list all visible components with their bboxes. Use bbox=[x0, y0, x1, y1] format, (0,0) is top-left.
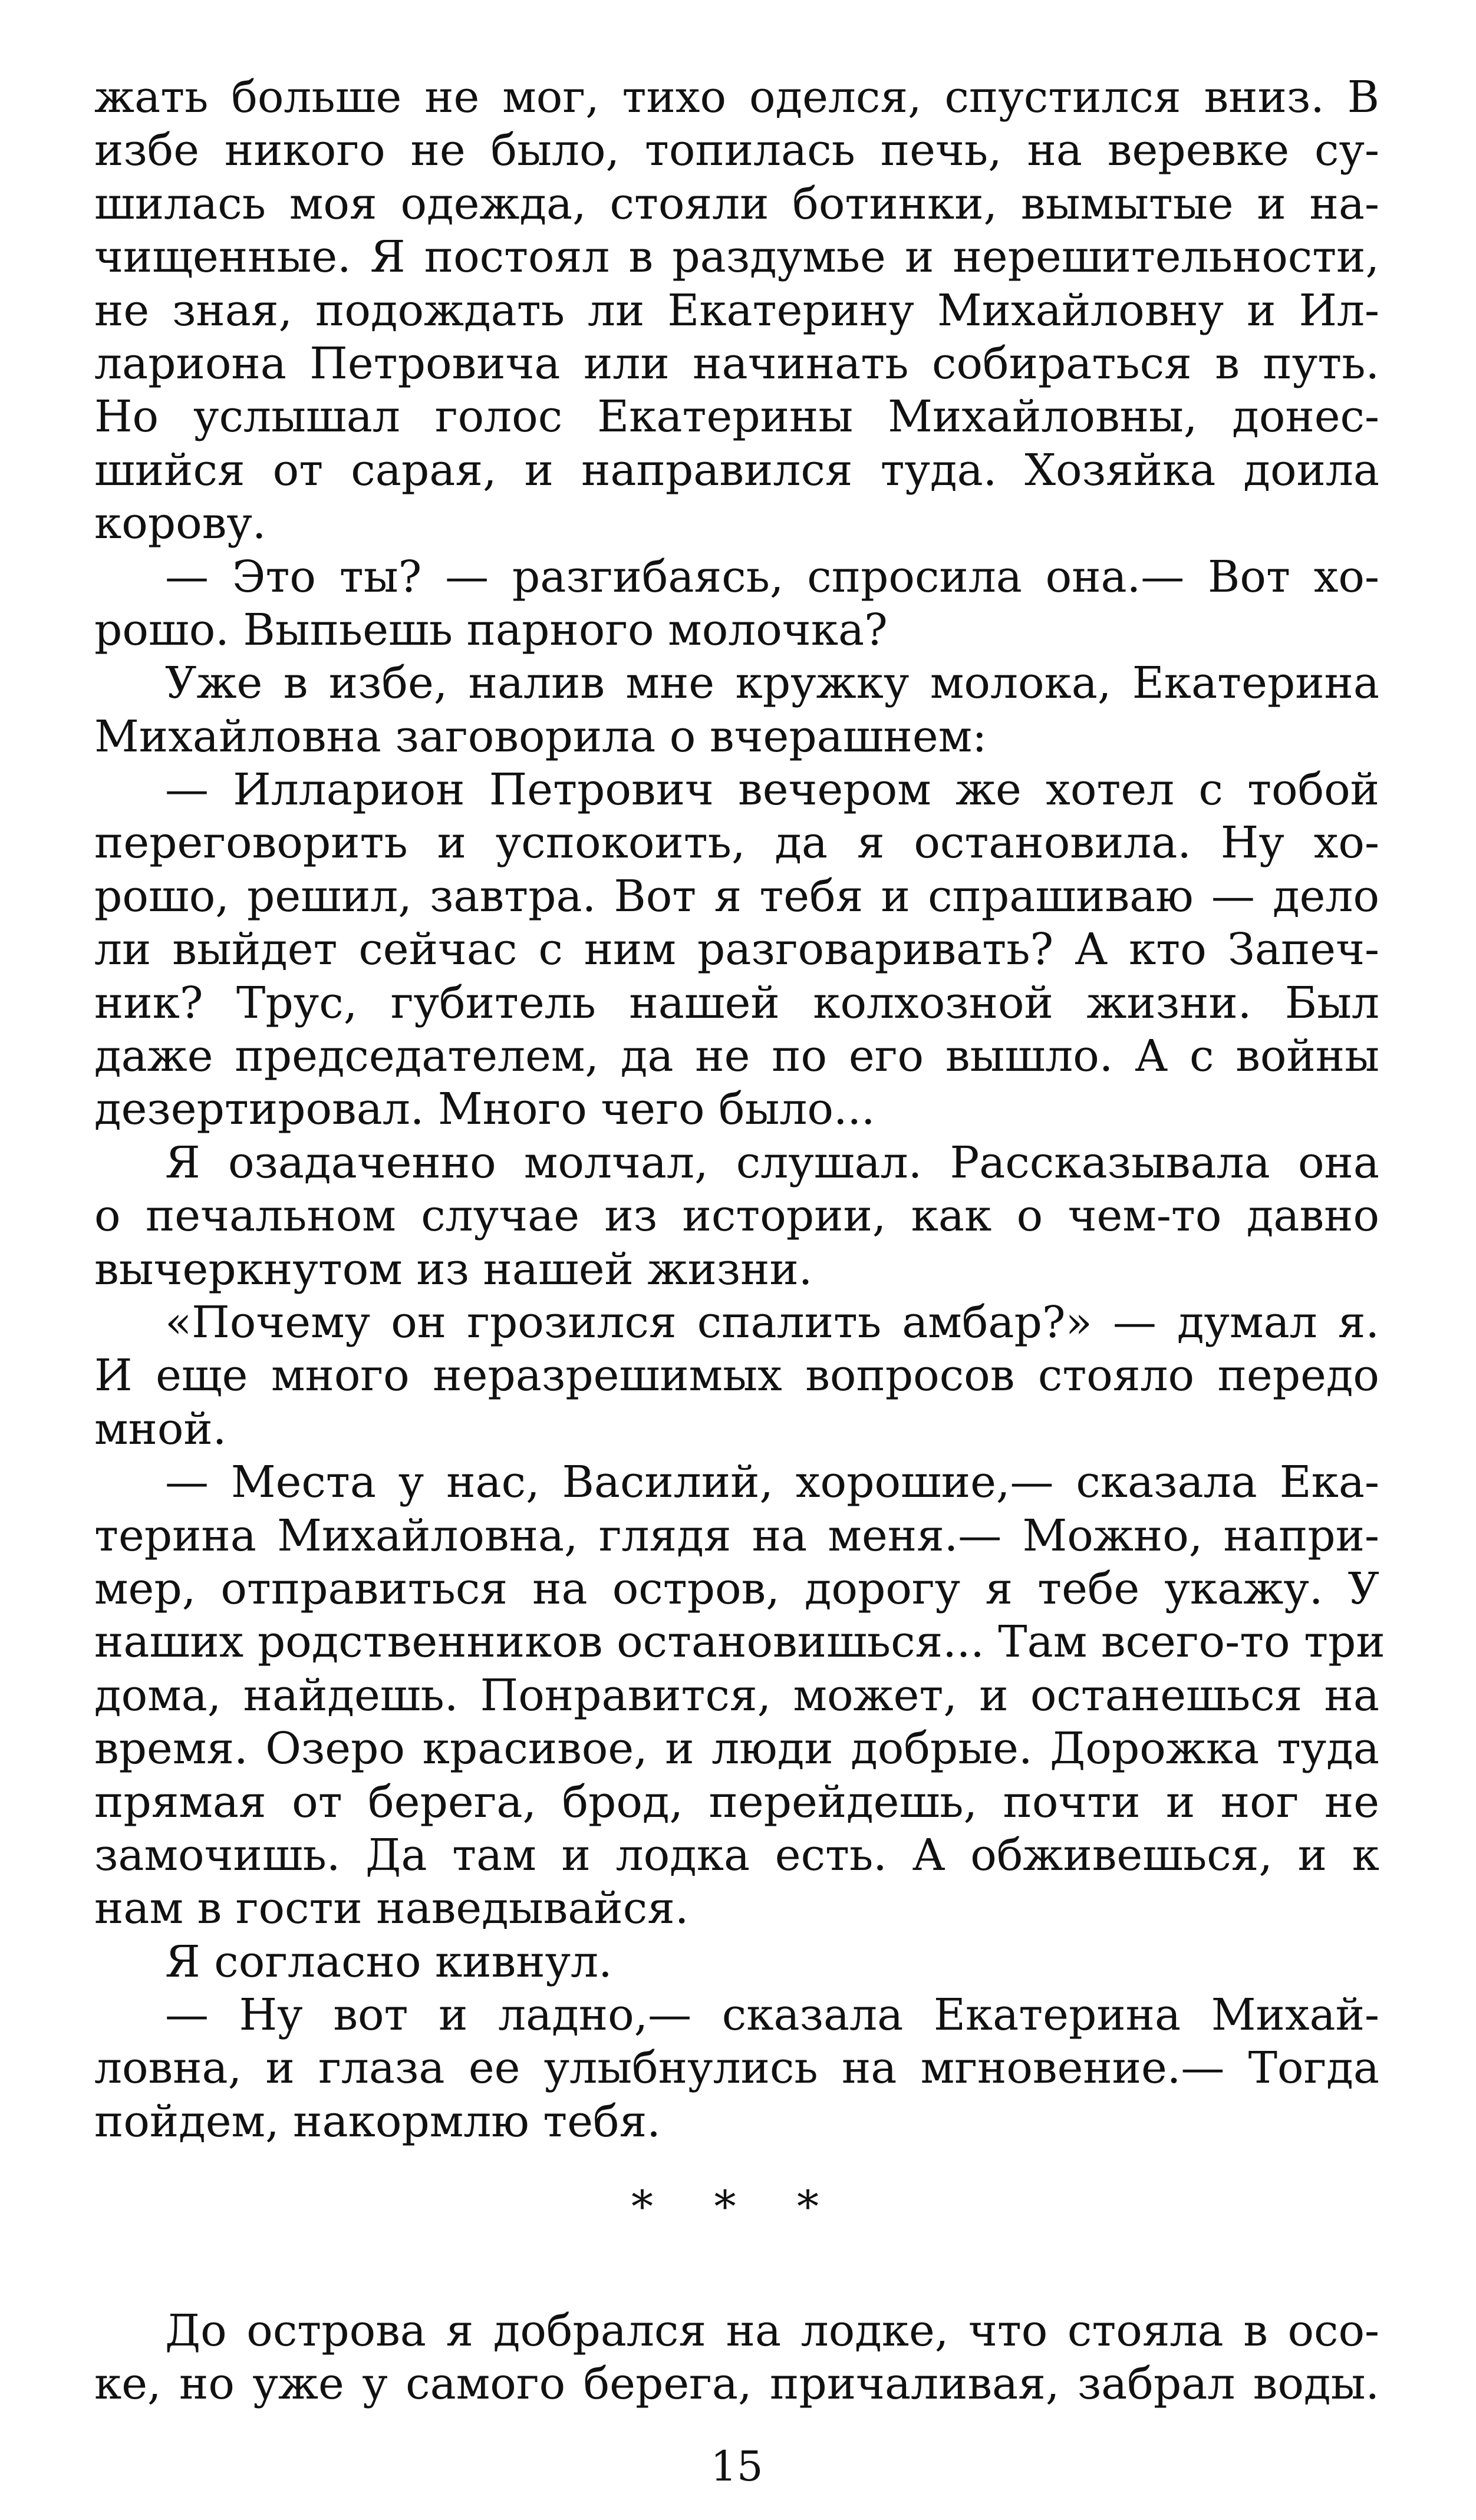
text-line: — Илларион Петрович вечером же хотел с тобой bbox=[165, 764, 1379, 816]
text-line: лариона Петровича или начинать собираться в путь. bbox=[94, 338, 1379, 389]
text-line: ке, но уже у самого берега, причаливая, забрал воды. bbox=[94, 2359, 1379, 2410]
text-line: корову. bbox=[94, 498, 266, 549]
text-line: До острова я добрался на лодке, что стояла в осо- bbox=[165, 2305, 1379, 2356]
text-line: о печальном случае из истории, как о чем-то давно bbox=[94, 1190, 1379, 1242]
text-line: жать больше не мог, тихо оделся, спустился вниз. В bbox=[94, 72, 1379, 123]
text-line: Я согласно кивнул. bbox=[165, 1936, 612, 1987]
text-line: чищенные. Я постоял в раздумье и нерешительности, bbox=[94, 232, 1379, 283]
text-line: избе никого не было, топилась печь, на веревке су- bbox=[94, 125, 1379, 176]
text-line: терина Михайловна, глядя на меня.— Можно, напри- bbox=[94, 1510, 1379, 1561]
section-two bbox=[94, 2304, 1379, 2411]
text-line: пойдем, накормлю тебя. bbox=[94, 2096, 661, 2147]
text-line: нам в гости наведывайся. bbox=[94, 1883, 689, 1934]
text-line: — Это ты? — разгибаясь, спросила она.— Вот хо- bbox=[165, 551, 1379, 602]
text-line: мер, отправиться на остров, дорогу я тебе укажу. У bbox=[94, 1563, 1379, 1614]
text-line: вычеркнутом из нашей жизни. bbox=[94, 1243, 813, 1295]
text-line: замочишь. Да там и лодка есть. А обживешься, и к bbox=[94, 1829, 1379, 1881]
section-separator: * * * bbox=[631, 2182, 843, 2232]
text-line: шийся от сарая, и направился туда. Хозяйка доила bbox=[94, 444, 1379, 496]
text-line: шилась моя одежда, стояли ботинки, вымытые и на- bbox=[94, 178, 1379, 229]
text-line: переговорить и успокоить, да я остановила. Ну хо- bbox=[94, 817, 1379, 869]
text-line: время. Озеро красивое, и люди добрые. Дорожка туда bbox=[94, 1723, 1379, 1774]
text-line: Но услышал голос Екатерины Михайловны, донес- bbox=[94, 391, 1379, 443]
page-number: 15 bbox=[710, 2442, 763, 2491]
text-line: Я озадаченно молчал, слушал. Рассказывала она bbox=[165, 1137, 1379, 1188]
text-line: не зная, подождать ли Екатерину Михайловну и Ил- bbox=[94, 285, 1379, 336]
text-line: даже председателем, да не по его вышло. А с войны bbox=[94, 1031, 1379, 1082]
text-line: дезертировал. Много чего было... bbox=[94, 1084, 875, 1135]
page-body bbox=[94, 71, 1385, 2491]
text-line: ли выйдет сейчас с ним разговаривать? А кто Запеч- bbox=[94, 924, 1379, 975]
text-line: наших родственников остановишься... Там всего-то три bbox=[94, 1617, 1385, 1668]
text-line: ник? Трус, губитель нашей колхозной жизни. Был bbox=[94, 977, 1379, 1028]
text-line: рошо, решил, завтра. Вот я тебя и спрашиваю — дело bbox=[94, 870, 1379, 922]
text-line: дома, найдешь. Понравится, может, и останешься на bbox=[94, 1670, 1379, 1721]
text-line: — Места у нас, Василий, хорошие,— сказала Ека- bbox=[165, 1457, 1379, 1508]
text-line: И еще много неразрешимых вопросов стояло передо bbox=[94, 1350, 1379, 1401]
text-line: прямая от берега, брод, перейдешь, почти и ног не bbox=[94, 1776, 1379, 1828]
text-line: мной. bbox=[94, 1403, 227, 1454]
text-line: ловна, и глаза ее улыбнулись на мгновение.— Тогда bbox=[94, 2043, 1379, 2094]
text-line: Уже в избе, налив мне кружку молока, Екатерина bbox=[165, 658, 1379, 709]
text-line: «Почему он грозился спалить амбар?» — думал я. bbox=[165, 1297, 1379, 1348]
text-line: — Ну вот и ладно,— сказала Екатерина Михай- bbox=[165, 1990, 1379, 2041]
text-line: рошо. Выпьешь парного молочка? bbox=[94, 604, 888, 655]
text-line: Михайловна заговорила о вчерашнем: bbox=[94, 711, 987, 762]
